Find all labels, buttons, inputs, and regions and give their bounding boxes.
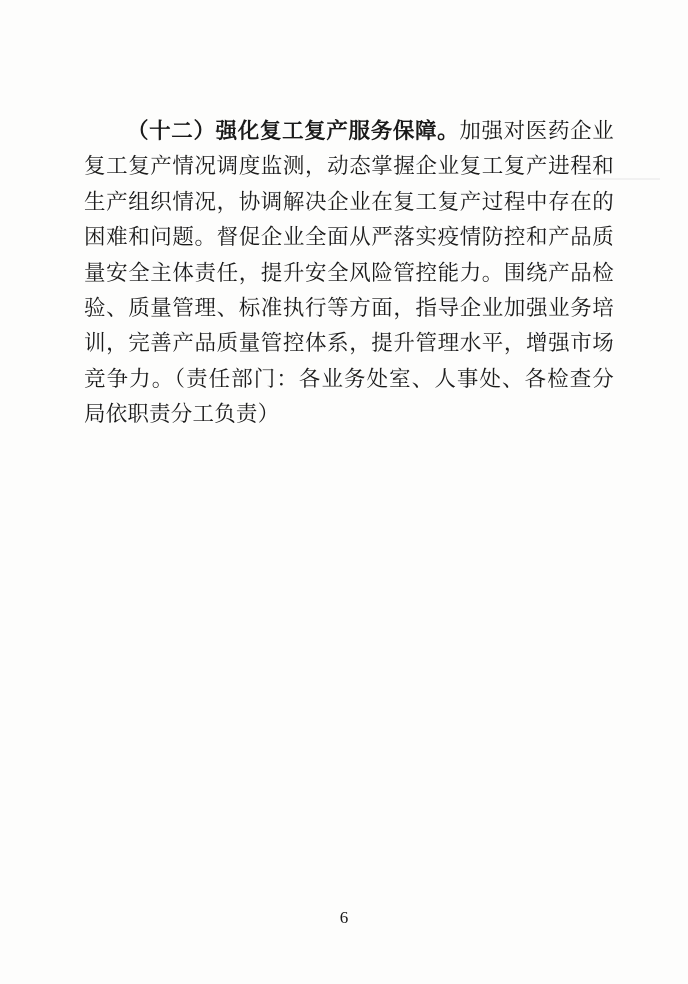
paragraph-section-12 xyxy=(84,114,614,433)
page-number: 6 xyxy=(339,908,349,927)
section-body: 加强对医药企业复工复产情况调度监测，动态掌握企业复工复产进程和生产组织情况，协调解决企业在复工复产过程中存在的困难和问题。督促企业全面从严落实疫情防控和产品质量安全主体责任，提升安全风险管控能力。围绕产品检验、质量管理、标准执行等方面，指导企业加强业务培训，完善产品质量管控体系，提升管理水平，增强市场竞争力。（责任部门：各业务处室、人事处、各检查分局依职责分工负责） xyxy=(84,119,614,428)
section-heading: （十二）强化复工复产服务保障。 xyxy=(127,119,460,144)
